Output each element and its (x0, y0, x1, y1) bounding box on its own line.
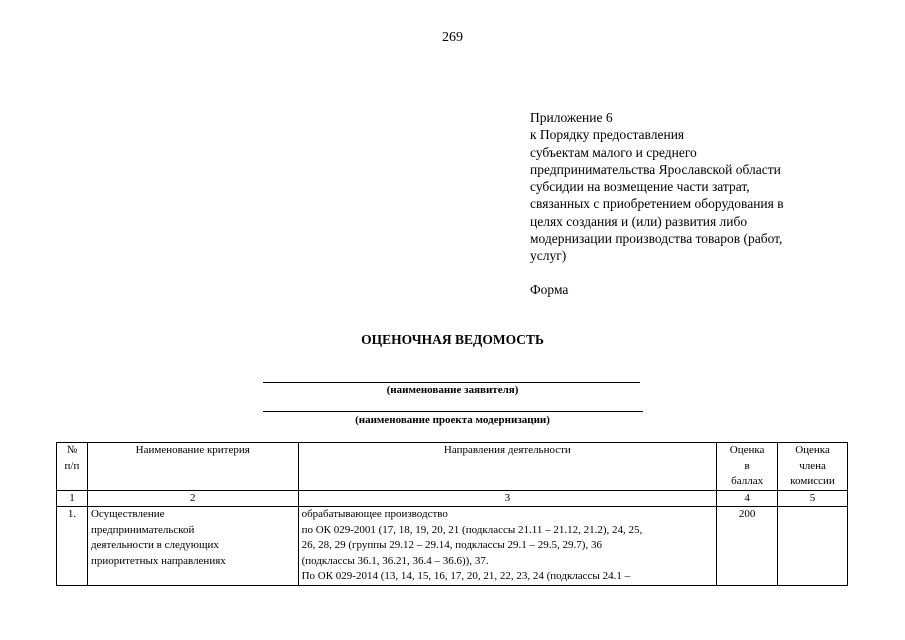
column-number-row (57, 490, 848, 507)
header-member-score-line: комиссии (790, 475, 835, 487)
project-caption: (наименование проекта модернизации) (355, 414, 550, 426)
header-member-score-line: Оценка (795, 444, 830, 456)
table-header-row (57, 443, 848, 491)
header-score (717, 443, 778, 491)
appendix-line: субъектам малого и среднего (530, 144, 697, 160)
row-directions (298, 507, 717, 586)
column-number: 3 (298, 490, 717, 507)
evaluation-table (56, 442, 848, 586)
row-score: 200 (717, 507, 778, 586)
page-number: 269 (442, 30, 463, 45)
appendix-line: субсидии на возмещение части затрат, (530, 179, 750, 195)
header-num-line: п/п (64, 459, 80, 472)
criterion-line: деятельности в следующих (90, 539, 219, 551)
applicant-caption: (наименование заявителя) (386, 384, 519, 396)
directions-line: 26, 28, 29 (группы 29.12 – 29.14, подклассы 29.1 – 29.5, 29.7), 36 (301, 539, 602, 551)
header-score-line: в (744, 459, 750, 472)
header-member-score (778, 443, 848, 491)
directions-line: обрабатывающее производство (301, 508, 448, 520)
appendix-line: модернизации производства товаров (работ, (530, 231, 783, 247)
applicant-fill-line (263, 382, 640, 383)
header-num-line: № (66, 444, 78, 456)
project-fill-line (263, 411, 643, 412)
directions-line: по ОК 029-2001 (17, 18, 19, 20, 21 (подклассы 21.11 – 21.12, 21.2), 24, 25, (301, 523, 643, 536)
column-number: 1 (57, 490, 88, 507)
form-label: Форма (530, 282, 569, 297)
appendix-line: к Порядку предоставления (530, 127, 685, 143)
directions-line: (подклассы 36.1, 36.21, 36.4 – 36.6)), 37. (301, 554, 489, 567)
row-num: 1. (57, 507, 88, 586)
header-directions: Направления деятельности (298, 443, 717, 491)
appendix-line: связанных с приобретением оборудования в (530, 196, 784, 212)
row-member-score (778, 507, 848, 586)
row-criterion (87, 507, 298, 586)
criterion-line: приоритетных направлениях (90, 554, 226, 567)
criterion-line: предпринимательской (90, 523, 195, 536)
directions-line: По ОК 029-2014 (13, 14, 15, 16, 17, 20, 21, 22, 23, 24 (подклассы 24.1 – (301, 570, 631, 582)
header-score-line: Оценка (729, 444, 765, 456)
header-score-line: баллах (731, 475, 764, 487)
appendix-line: предпринимательства Ярославской области (530, 161, 781, 177)
header-member-score-line: члена (799, 459, 826, 472)
table-row (57, 507, 848, 586)
column-number: 2 (87, 490, 298, 507)
column-number: 5 (778, 490, 848, 507)
document-title: ОЦЕНОЧНАЯ ВЕДОМОСТЬ (361, 332, 544, 347)
criterion-line: Осуществление (90, 508, 165, 520)
header-criterion: Наименование критерия (87, 443, 298, 491)
appendix-line: Приложение 6 (530, 110, 613, 125)
appendix-line: услуг) (530, 248, 567, 264)
appendix-line: целях создания и (или) развития либо (530, 213, 748, 229)
appendix-block (530, 109, 830, 265)
header-num (57, 443, 88, 491)
column-number: 4 (717, 490, 778, 507)
